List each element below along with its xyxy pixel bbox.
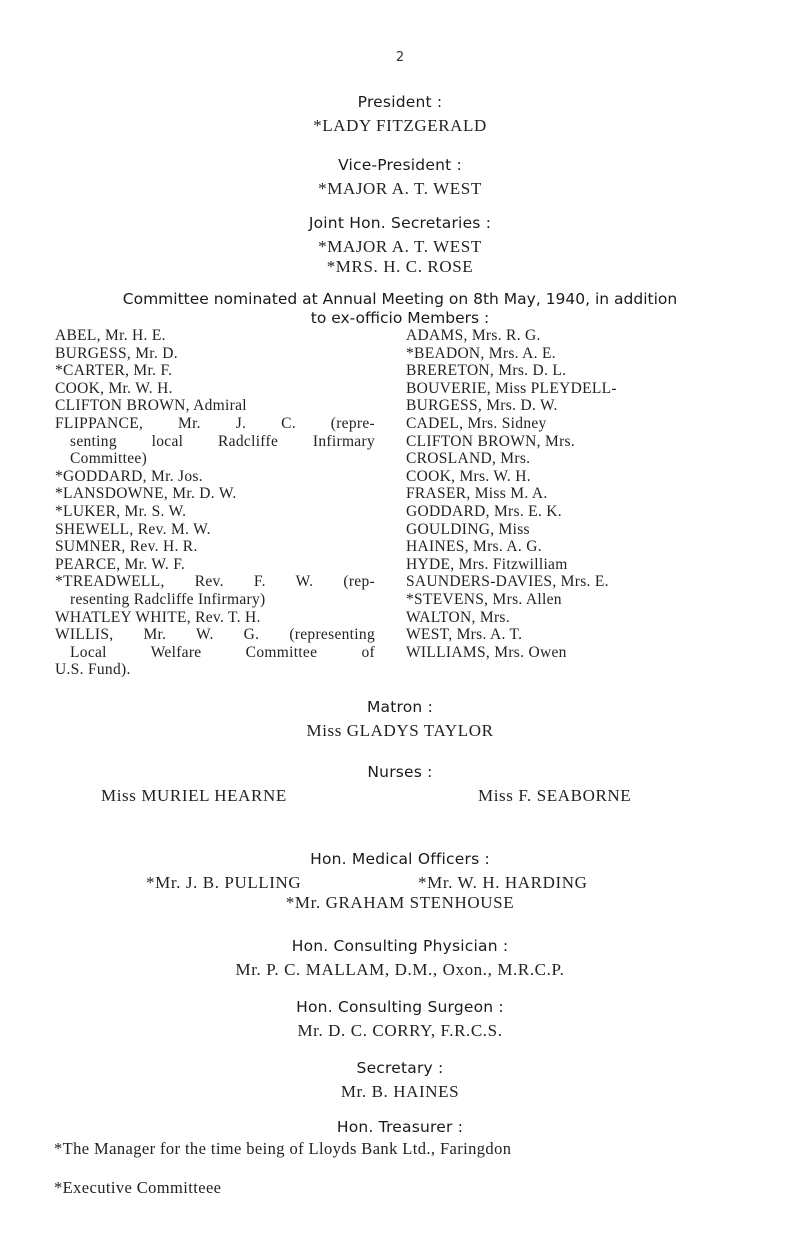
committee-member: *GODDARD, Mr. Jos. [55,467,203,485]
committee-member: HYDE, Mrs. Fitzwilliam [406,555,568,573]
consulting-surgeon-heading: Hon. Consulting Surgeon : [296,998,504,1016]
committee-member: *LANSDOWNE, Mr. D. W. [55,485,237,503]
matron-section [0,697,800,741]
treasurer-name: *The Manager for the time being of Lloyds Bank Ltd., Faringdon [54,1139,512,1158]
medical-officer-name: *Mr. J. B. PULLING [146,873,302,892]
committee-heading [0,290,800,328]
committee-member: WILLIAMS, Mrs. Owen [406,643,567,661]
committee-member: BURGESS, Mrs. D. W. [406,397,558,415]
committee-member-continued: U.S. Fund). [55,661,131,679]
joint-secretaries-section [0,213,800,277]
matron-heading: Matron : [366,698,434,716]
consulting-physician-name: Mr. P. C. MALLAM, D.M., Oxon., M.R.C.P. [235,960,565,979]
page-number: 2 [395,50,405,65]
president-section [0,92,800,136]
vice-president-name: *MAJOR A. T. WEST [318,179,482,198]
committee-member: BOUVERIE, Miss PLEYDELL- [406,379,617,397]
joint-secretary-name: *MRS. H. C. ROSE [326,257,474,276]
committee-member: BURGESS, Mr. D. [55,344,178,362]
committee-member: SUMNER, Rev. H. R. [55,538,198,556]
nurse-name: Miss MURIEL HEARNE [101,786,287,805]
committee-member: WALTON, Mrs. [406,608,510,626]
medical-officer-name: *Mr. GRAHAM STENHOUSE [285,893,515,912]
executive-committee-footnote: *Executive Committeee [54,1178,222,1197]
consulting-surgeon-section [0,997,800,1041]
committee-heading-line1: Committee nominated at Annual Meeting on 8th May, 1940, in addition [122,290,678,308]
committee-member: FRASER, Miss M. A. [406,485,548,503]
medical-officer-name: *Mr. W. H. HARDING [418,873,588,892]
committee-member: GOULDING, Miss [406,520,530,538]
nurses-heading: Nurses : [367,763,433,781]
medical-officers-heading-block [0,849,800,869]
committee-member: HAINES, Mrs. A. G. [406,538,542,556]
committee-member: WILLIS, Mr. W. G. (representing [55,626,375,644]
treasurer-heading-block [0,1117,800,1137]
committee-member: *BEADON, Mrs. A. E. [406,344,556,362]
committee-member: COOK, Mrs. W. H. [406,467,531,485]
president-name: *LADY FITZGERALD [313,116,487,135]
committee-member: BRERETON, Mrs. D. L. [406,362,567,380]
secretary-section [0,1058,800,1102]
consulting-physician-heading: Hon. Consulting Physician : [291,937,509,955]
committee-member: *STEVENS, Mrs. Allen [406,590,562,608]
committee-member: CLIFTON BROWN, Mrs. [406,432,576,450]
committee-member: CADEL, Mrs. Sidney [406,414,547,432]
committee-member: WEST, Mrs. A. T. [406,626,523,644]
committee-member: FLIPPANCE, Mr. J. C. (repre- [55,414,375,432]
committee-member-continued: resenting Radcliffe Infirmary) [70,590,266,608]
president-heading: President : [357,93,443,111]
committee-member: PEARCE, Mr. W. F. [55,555,186,573]
matron-name: Miss GLADYS TAYLOR [306,721,494,740]
committee-left-column [55,327,375,679]
nurses-heading-block [0,762,800,782]
committee-member: SHEWELL, Rev. M. W. [55,520,211,538]
vice-president-section [0,155,800,199]
joint-secretary-name: *MAJOR A. T. WEST [318,237,482,256]
committee-right-column [406,327,766,661]
committee-member: GODDARD, Mrs. E. K. [406,502,562,520]
committee-member: ADAMS, Mrs. R. G. [406,327,541,344]
secretary-heading: Secretary : [356,1059,444,1077]
vice-president-heading: Vice-President : [338,156,462,174]
committee-member: ABEL, Mr. H. E. [55,327,166,344]
treasurer-heading: Hon. Treasurer : [336,1118,464,1136]
committee-member: COOK, Mr. W. H. [55,379,173,397]
consulting-physician-section [0,936,800,980]
committee-heading-line2: to ex-officio Members : [310,309,490,327]
joint-secretaries-heading: Joint Hon. Secretaries : [308,214,492,232]
committee-member: CROSLAND, Mrs. [406,450,531,468]
secretary-name: Mr. B. HAINES [340,1082,460,1101]
medical-officers-heading: Hon. Medical Officers : [310,850,490,868]
consulting-surgeon-name: Mr. D. C. CORRY, F.R.C.S. [297,1021,503,1040]
committee-member-continued: Local Welfare Committee of [70,643,375,661]
medical-officers-row2 [0,893,800,913]
committee-member: *LUKER, Mr. S. W. [55,502,187,520]
committee-member: CLIFTON BROWN, Admiral [55,397,247,415]
committee-member-continued: senting local Radcliffe Infirmary [70,432,375,450]
nurse-name: Miss F. SEABORNE [478,786,632,805]
committee-member: *CARTER, Mr. F. [55,362,173,380]
committee-member-continued: Committee) [70,450,148,468]
committee-member: *TREADWELL, Rev. F. W. (rep- [55,573,375,591]
committee-member: WHATLEY WHITE, Rev. T. H. [55,608,261,626]
committee-member: SAUNDERS-DAVIES, Mrs. E. [406,573,609,591]
